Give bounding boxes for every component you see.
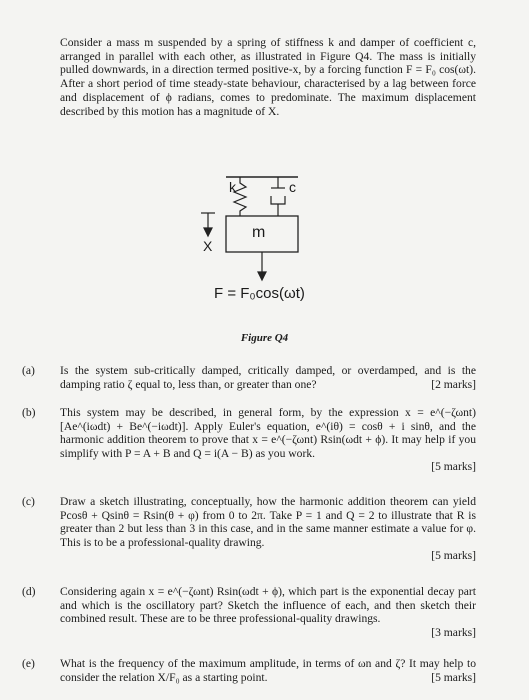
question-label-d: (d) bbox=[22, 585, 36, 598]
marks: [2 marks] bbox=[431, 377, 476, 391]
spring-label: k bbox=[229, 179, 236, 195]
question-b bbox=[60, 406, 476, 474]
marks: [5 marks] bbox=[431, 670, 476, 684]
damper bbox=[271, 177, 285, 216]
question-text: Is the system sub-critically damped, critically damped, or overdamped, and is the damping ratio ζ equal to, less than, or greater than one? bbox=[60, 364, 476, 391]
question-c bbox=[60, 495, 476, 563]
marks: [5 marks] bbox=[431, 460, 476, 473]
question-text: Considering again x = e^(−ζωnt) Rsin(ωdt + ϕ), which part is the exponential decay part and which is the oscillatory part? Sketch the influence of each, and then sketch their combined result. These are to be three professional-quality drawings. bbox=[60, 585, 476, 625]
question-label-e: (e) bbox=[22, 657, 35, 670]
question-a bbox=[60, 364, 476, 391]
force-arrow bbox=[258, 252, 266, 280]
mass-label: m bbox=[252, 224, 266, 241]
marks: [3 marks] bbox=[431, 625, 476, 639]
question-text: What is the frequency of the maximum amplitude, in terms of ωn and ζ? It may help to consider the relation X/F₀ as a starting point. bbox=[60, 657, 476, 684]
question-d bbox=[60, 585, 476, 639]
x-label: X bbox=[203, 238, 213, 254]
displacement-arrow bbox=[201, 213, 215, 236]
question-label-a: (a) bbox=[22, 364, 35, 377]
question-text: Draw a sketch illustrating, conceptually, how the harmonic addition theorem can yield Pcosθ + Qsinθ = Rsin(θ + φ) from 0 to 2π. Take P = 1 and Q = 2 to illustrate that R is greater than 2 but less than 3 in this case, and in the same manner estimate a value for φ. This is to be a professional-quality drawing. bbox=[60, 495, 476, 549]
question-e bbox=[60, 657, 476, 684]
question-label-b: (b) bbox=[22, 406, 36, 419]
question-label-c: (c) bbox=[22, 495, 35, 508]
damper-label: c bbox=[289, 179, 296, 195]
question-text: This system may be described, in general form, by the expression x = e^(−ζωnt)[Ae^(iωdt) + Be^(−iωdt)]. Apply Euler's equation, e^(iθ) = cosθ + i sinθ, and the harmonic addition theorem to prove that x = e^(−ζωnt) Rsin(ωdt + ϕ). It may help if you simplify with P = A + B and Q = i(A − B) as you work. bbox=[60, 406, 476, 460]
force-equation: F = F₀cos(ωt) bbox=[214, 285, 305, 302]
marks: [5 marks] bbox=[431, 549, 476, 562]
figure-caption: Figure Q4 bbox=[240, 332, 289, 344]
problem-intro: Consider a mass m suspended by a spring of stiffness k and damper of coefficient c, arranged in parallel with each other, as illustrated in Figure Q4. The mass is initially pulled downwards, in a direction termed positive-x, by a forcing function F = F₀ cos(ωt). After a short period of time steady-state behaviour, characterised by a lag between force and displacement of ϕ radians, comes to predominate. The maximum displacement described by this motion has a magnitude of X. bbox=[60, 36, 476, 118]
